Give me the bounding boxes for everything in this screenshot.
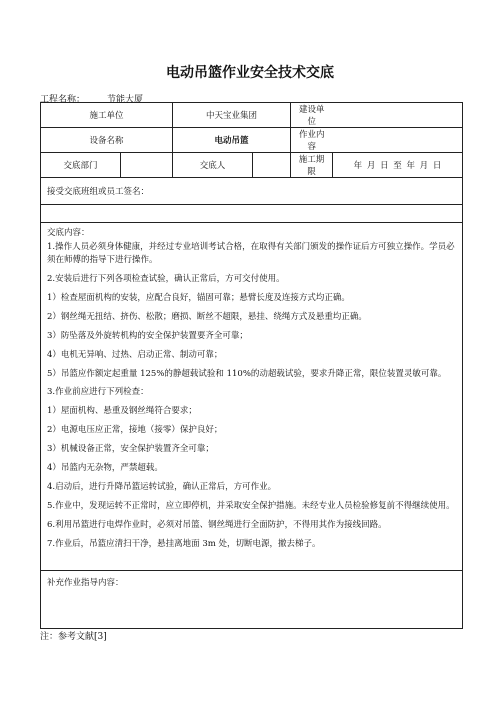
period-label: 施工期限 (291, 153, 333, 178)
content-item: 2.安装后进行下列各项检查试验，确认正常后，方可交付使用。 (47, 273, 285, 284)
project-name: 节能大厦 (107, 95, 144, 105)
content-item: 3）防坠落及外旋转机构的安全保护装置要齐全可靠； (47, 330, 248, 341)
work-content-label: 作业内容 (291, 128, 333, 153)
content-item: 3）机械设备正常，安全保护装置齐全可靠； (47, 444, 214, 455)
content-item: 6.利用吊篮进行电焊作业时，必须对吊篮、钢丝绳进行全面防护，不得用其作为接线回路。 (47, 520, 387, 531)
content-heading: 交底内容： (47, 228, 90, 238)
signature-blank-row (41, 205, 463, 223)
content-item: 3.作业前应进行下列检查： (47, 387, 149, 398)
recipient-signature-label: 接受交底班组或员工签名： (41, 178, 463, 205)
reference-note: 注：参考文献[3] (40, 632, 107, 642)
period-value: 年 月 日 至 年 月 日 (333, 153, 463, 178)
work-content-value (333, 128, 463, 153)
content-item: 2）电源电压应正常，接地（接零）保护良好； (47, 425, 223, 436)
briefer-label: 交底人 (173, 153, 253, 178)
content-item: 2）钢丝绳无扭结、挤伤、松散；磨损、断丝不超限，悬挂、绕绳方式及悬重均正确。 (47, 311, 367, 322)
content-item: 1.操作人员必须身体健康，并经过专业培训考试合格，在取得有关部门颁发的操作证后方可独立操作。学员必须在师傅的指导下进行操作。 (47, 242, 455, 265)
equipment-label: 设备名称 (41, 128, 173, 153)
construction-unit-value: 中天宝业集团 (173, 103, 291, 128)
project-label: 工程名称： (40, 95, 86, 105)
content-list (47, 241, 456, 550)
content-item: 7.作业后，吊篮应清扫干净，悬挂离地面 3m 处，切断电源，撤去梯子。 (47, 539, 321, 550)
content-item: 4.启动后，进行升降吊篮运转试验，确认正常后，方可作业。 (47, 482, 277, 493)
briefing-content (41, 223, 463, 571)
document-title: 电动吊篮作业安全技术交底 (166, 65, 334, 81)
equipment-value: 电动吊篮 (173, 128, 291, 153)
construction-unit-label: 施工单位 (41, 103, 173, 128)
content-item: 1）检查屋面机构的安装，应配合良好，锚固可靠；悬臂长度及连接方式均正确。 (47, 292, 350, 303)
content-item: 5.作业中，发现运转不正常时，应立即停机，并采取安全保护措施。未经专业人员检验修复前不得继续使用。 (47, 501, 455, 512)
owner-unit-label: 建设单位 (291, 103, 333, 128)
briefing-dept-label: 交底部门 (41, 153, 121, 178)
content-item: 4）电机无异响、过热、启动正常、制动可靠； (47, 349, 223, 360)
briefer-value (253, 153, 291, 178)
content-item: 5）吊篮应作额定起重量 125%的静超载试验和 110%的动超载试验，要求升降正常，限位装置灵敏可靠。 (47, 368, 447, 379)
briefing-dept-value (121, 153, 173, 178)
supplement-cell (41, 571, 463, 629)
content-item: 1）屋面机构、悬重及钢丝绳符合要求； (47, 406, 197, 417)
content-item: 4）吊篮内无杂物，严禁超载。 (47, 463, 163, 474)
supplement-label: 补充作业指导内容： (47, 578, 124, 588)
owner-unit-value (333, 103, 463, 128)
briefing-form (40, 102, 463, 629)
